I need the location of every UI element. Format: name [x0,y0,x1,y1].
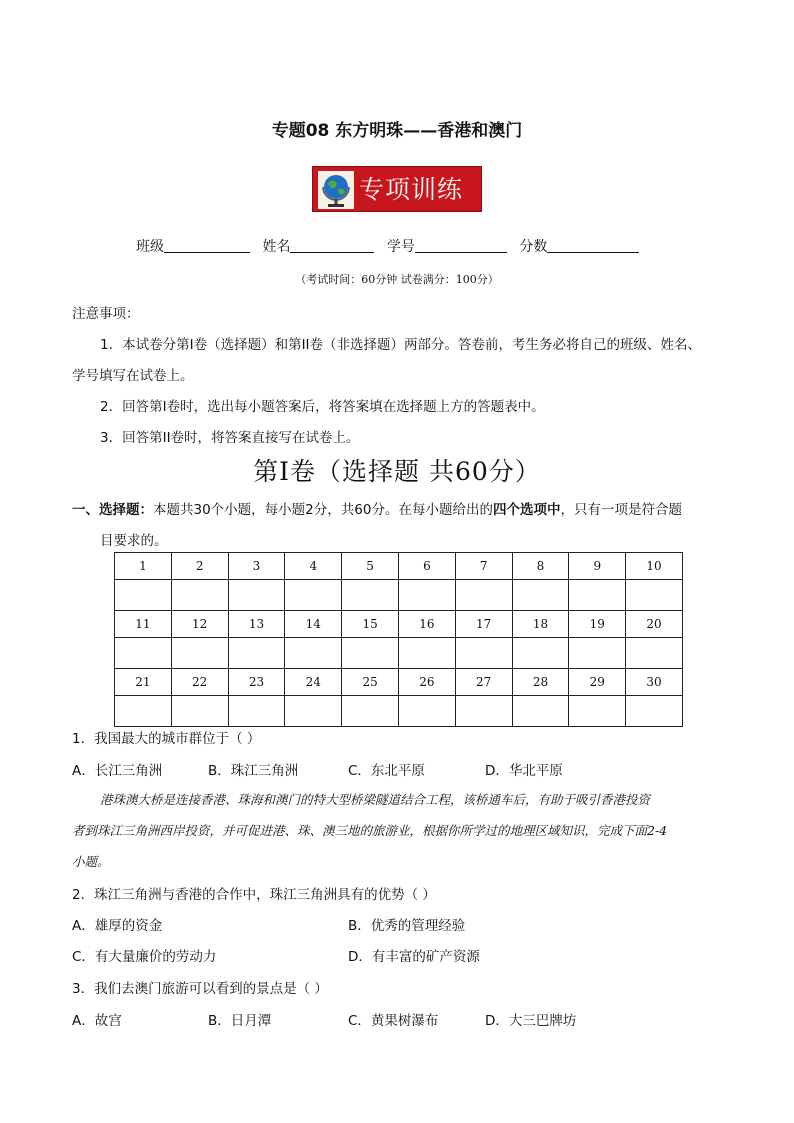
answer-number: 9 [569,553,626,580]
answer-number: 8 [512,553,569,580]
answer-number: 23 [228,669,285,696]
special-training-banner [312,166,482,212]
answer-cell[interactable] [228,638,285,669]
answer-cell[interactable] [171,696,228,727]
name-blank[interactable] [290,238,374,253]
question-1-stem: 1．我国最大的城市群位于（ ） [72,731,261,747]
answer-cell[interactable] [115,580,172,611]
question-1-option-d[interactable]: D．华北平原 [485,763,563,779]
question-1-option-b[interactable]: B．珠江三角洲 [208,763,299,779]
student-info-fields [136,236,647,256]
answer-number: 16 [398,611,455,638]
answer-cell[interactable] [455,696,512,727]
answer-cell[interactable] [342,580,399,611]
answer-number: 15 [342,611,399,638]
answer-number: 6 [398,553,455,580]
answer-cell[interactable] [512,580,569,611]
answer-cell[interactable] [455,638,512,669]
answer-number: 20 [626,611,683,638]
question-3-stem: 3．我们去澳门旅游可以看到的景点是（ ） [72,981,328,997]
question-2-stem: 2．珠江三角洲与香港的合作中，珠江三角洲具有的优势（ ） [72,887,436,903]
answer-cell[interactable] [569,696,626,727]
answer-number: 10 [626,553,683,580]
answer-number: 22 [171,669,228,696]
answer-grid-header-row [115,553,683,580]
answer-number: 14 [285,611,342,638]
section-title: 第I卷（选择题 共60分） [253,457,541,486]
answer-number: 2 [171,553,228,580]
answer-cell[interactable] [398,696,455,727]
notice-item-3: 3．回答第II卷时，将答案直接写在试卷上。 [100,430,360,446]
answer-cell[interactable] [626,696,683,727]
class-blank[interactable] [164,238,250,253]
answer-number: 25 [342,669,399,696]
answer-cell[interactable] [228,696,285,727]
answer-blank-row [115,580,683,611]
answer-cell[interactable] [342,696,399,727]
answer-number: 4 [285,553,342,580]
question-2-option-d[interactable]: D．有丰富的矿产资源 [348,949,480,965]
answer-number: 30 [626,669,683,696]
question-3-option-d[interactable]: D．大三巴牌坊 [485,1013,577,1029]
answer-number: 18 [512,611,569,638]
answer-cell[interactable] [285,580,342,611]
answer-number: 24 [285,669,342,696]
answer-cell[interactable] [626,638,683,669]
banner-text: 专项训练 [359,175,464,204]
answer-number: 28 [512,669,569,696]
instr-suffix: ，只有一项是符合题 [560,502,682,518]
student-id-blank[interactable] [415,238,507,253]
answer-cell[interactable] [569,580,626,611]
answer-blank-row [115,696,683,727]
answer-cell[interactable] [455,580,512,611]
instr-bold: 四个选项中 [492,502,561,518]
answer-grid-header-row [115,669,683,696]
answer-number: 1 [115,553,172,580]
answer-number: 17 [455,611,512,638]
question-2-option-b[interactable]: B．优秀的管理经验 [348,918,466,934]
exam-time-note: （考试时间：60分钟 试卷满分：100分） [295,273,499,286]
name-label: 姓名 [262,239,291,255]
answer-cell[interactable] [626,580,683,611]
answer-cell[interactable] [285,696,342,727]
question-2-option-a[interactable]: A．雄厚的资金 [72,918,163,934]
answer-number: 21 [115,669,172,696]
passage-line-3: 小题。 [72,854,110,869]
section-instructions [72,498,682,518]
class-label: 班级 [136,239,164,255]
answer-number: 13 [228,611,285,638]
notice-item-2: 2．回答第I卷时，选出每小题答案后，将答案填在选择题上方的答题表中。 [100,399,545,415]
answer-cell[interactable] [285,638,342,669]
answer-cell[interactable] [512,638,569,669]
section-instructions-cont: 目要求的。 [100,533,168,549]
answer-number: 11 [115,611,172,638]
question-3-option-c[interactable]: C．黄果树瀑布 [348,1013,439,1029]
answer-grid [114,552,683,727]
answer-cell[interactable] [569,638,626,669]
globe-icon [318,171,354,209]
answer-cell[interactable] [512,696,569,727]
answer-cell[interactable] [228,580,285,611]
passage-line-2: 者到珠江三角洲西岸投资，并可促进港、珠、澳三地的旅游业，根据你所学过的地理区域知识，完成下面2-4 [72,823,668,838]
notice-item-1-cont: 学号填写在试卷上。 [72,368,194,384]
answer-cell[interactable] [398,638,455,669]
score-blank[interactable] [547,238,639,253]
question-3-option-a[interactable]: A．故宫 [72,1013,122,1029]
answer-blank-row [115,638,683,669]
answer-number: 19 [569,611,626,638]
document-title: 专题08 东方明珠——香港和澳门 [271,121,523,141]
answer-cell[interactable] [115,638,172,669]
answer-number: 7 [455,553,512,580]
student-id-label: 学号 [386,239,415,255]
answer-cell[interactable] [115,696,172,727]
notice-item-1: 1．本试卷分第I卷（选择题）和第II卷（非选择题）两部分。答卷前，考生务必将自己的班级、姓名、 [100,337,702,353]
answer-cell[interactable] [342,638,399,669]
answer-cell[interactable] [171,638,228,669]
answer-cell[interactable] [398,580,455,611]
answer-grid-header-row [115,611,683,638]
question-3-option-b[interactable]: B．日月潭 [208,1013,272,1029]
instr-prefix: 一、选择题： [72,502,153,518]
question-1-option-c[interactable]: C．东北平原 [348,763,425,779]
answer-number: 12 [171,611,228,638]
answer-number: 3 [228,553,285,580]
answer-number: 26 [398,669,455,696]
answer-number: 29 [569,669,626,696]
answer-number: 5 [342,553,399,580]
answer-number: 27 [455,669,512,696]
answer-cell[interactable] [171,580,228,611]
question-2-option-c[interactable]: C．有大量廉价的劳动力 [72,949,217,965]
score-label: 分数 [519,239,548,255]
question-1-option-a[interactable]: A．长江三角洲 [72,763,163,779]
instr-mid: 本题共30个小题，每小题2分，共60分。在每小题给出的 [153,502,493,518]
notice-heading: 注意事项： [72,306,140,322]
passage-line-1: 港珠澳大桥是连接香港、珠海和澳门的特大型桥梁隧道结合工程，该桥通车后，有助于吸引香港投资 [100,792,651,807]
